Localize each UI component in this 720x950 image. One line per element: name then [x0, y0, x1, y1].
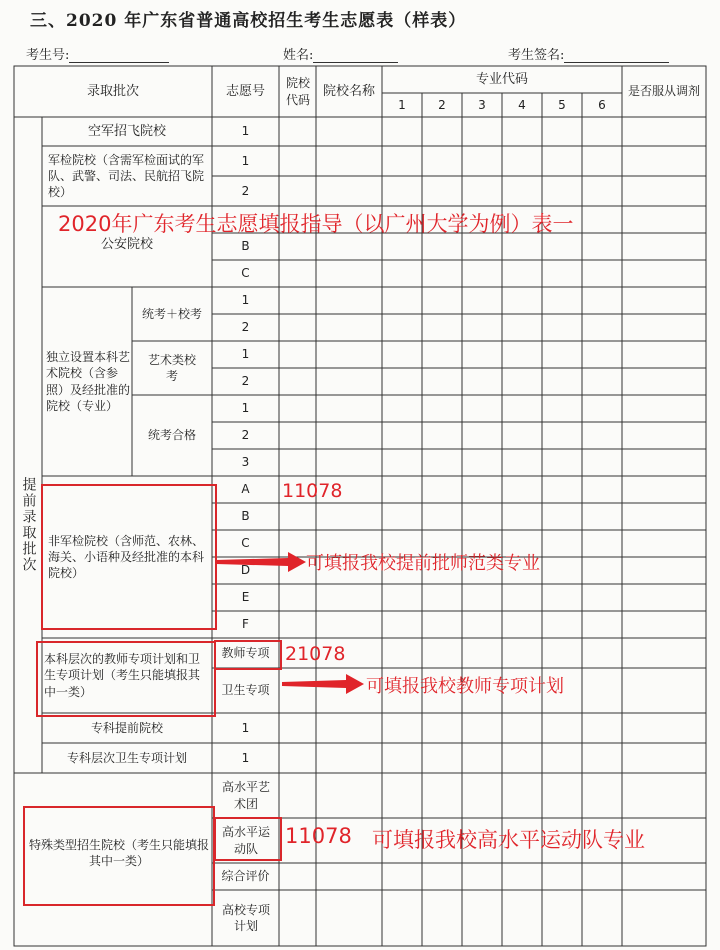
highlight-teacher-special: [214, 640, 282, 670]
major-col-6: 6: [598, 97, 606, 112]
choice-high-art: 高水平艺术团: [222, 780, 271, 811]
adjust-header: 是否服从调剂: [627, 84, 700, 99]
major-col-5: 5: [558, 97, 566, 112]
choice-3: 3: [241, 455, 250, 470]
choice-health-special: 卫生专项: [221, 683, 270, 698]
row-art-qualified: 统考合格: [147, 428, 196, 443]
highlight-special-type: [23, 806, 215, 906]
choice-f: F: [242, 617, 249, 632]
highlight-non-military: [41, 484, 217, 630]
choice-2: 2: [241, 183, 250, 198]
code-annotation-1: 11078: [282, 480, 343, 502]
choice-c: C: [241, 536, 250, 551]
row-teacher-health-plan: 本科层次的教师专项计划和卫生专项计划（考生只能填报其中一类）: [44, 652, 201, 699]
major-col-3: 3: [478, 97, 486, 112]
name-field: [283, 44, 398, 63]
row-art-independent: 独立设置本科艺术院校（含参照）及经批准的院校（专业）: [46, 350, 131, 413]
row-non-military: 非军检院校（含师范、农林、海关、小语种及经批准的本科院校）: [48, 533, 205, 581]
major-col-2: 2: [438, 97, 446, 112]
arrow-right-icon: [280, 672, 366, 696]
note-annotation-3: 可填报我校高水平运动队专业: [372, 828, 645, 852]
early-batch-text: 提前录取批次: [20, 477, 37, 573]
choice-e: E: [241, 590, 250, 605]
choice-comprehensive: 综合评价: [221, 869, 270, 884]
choice-b: B: [241, 239, 250, 254]
choice-c: C: [241, 266, 250, 281]
row-police: 公安院校: [100, 237, 153, 253]
highlight-teacher-plan: [36, 641, 216, 717]
row-junior-health: 专科层次卫生专项计划: [66, 750, 187, 765]
choice-number-header: 志愿号: [225, 83, 265, 99]
choice-1: 1: [241, 720, 250, 735]
row-art-unified: 统考＋校考: [141, 306, 202, 321]
form-title: 三、2020 年广东省普通高校招生考生志愿表（样表）: [30, 11, 467, 31]
arrow-right-icon: [214, 550, 308, 574]
school-name-header: 院校名称: [322, 83, 375, 99]
batch-header: 录取批次: [86, 83, 139, 99]
choice-school-special: 高校专项计划: [222, 902, 271, 933]
exam-number-field: [26, 44, 169, 63]
row-art-school: 艺术类校考: [147, 352, 196, 383]
choice-1: 1: [241, 153, 250, 168]
major-col-1: 1: [398, 97, 406, 112]
choice-2: 2: [241, 374, 250, 389]
note-annotation-1: 可填报我校提前批师范类专业: [306, 553, 540, 574]
choice-2: 2: [241, 320, 250, 335]
code-annotation-3: 11078: [285, 824, 352, 848]
row-special-type: 特殊类型招生院校（考生只能填报其中一类）: [28, 837, 209, 868]
choice-2: 2: [241, 428, 250, 443]
choice-a: A: [241, 482, 250, 497]
overlay-title: 2020年广东考生志愿填报指导（以广州大学为例）表一: [58, 212, 574, 236]
note-annotation-2: 可填报我校教师专项计划: [366, 676, 564, 697]
signature-field: [508, 44, 669, 63]
row-junior-early: 专科提前院校: [90, 720, 163, 735]
exam-number-label: 考生号:: [26, 48, 70, 63]
highlight-high-sport: [214, 817, 282, 861]
row-military: 军检院校（含需军检面试的军队、武警、司法、民航招飞院校）: [48, 152, 205, 200]
choice-1: 1: [241, 401, 250, 416]
school-code-header: 院校代码: [285, 76, 310, 107]
major-code-header: 专业代码: [475, 71, 528, 87]
choice-1: 1: [241, 750, 250, 765]
name-label: 姓名:: [283, 48, 314, 63]
row-air-force: 空军招飞院校: [87, 123, 166, 139]
choice-d: D: [240, 563, 251, 578]
choice-teacher-special: 教师专项: [221, 645, 270, 660]
choice-1: 1: [241, 293, 250, 308]
choice-high-sport: 高水平运动队: [222, 825, 271, 856]
choice-1: 1: [241, 124, 250, 139]
major-col-4: 4: [518, 97, 526, 112]
code-annotation-2: 21078: [285, 643, 346, 665]
choice-1: 1: [241, 347, 250, 362]
choice-b: B: [241, 509, 250, 524]
signature-label: 考生签名:: [508, 48, 565, 63]
